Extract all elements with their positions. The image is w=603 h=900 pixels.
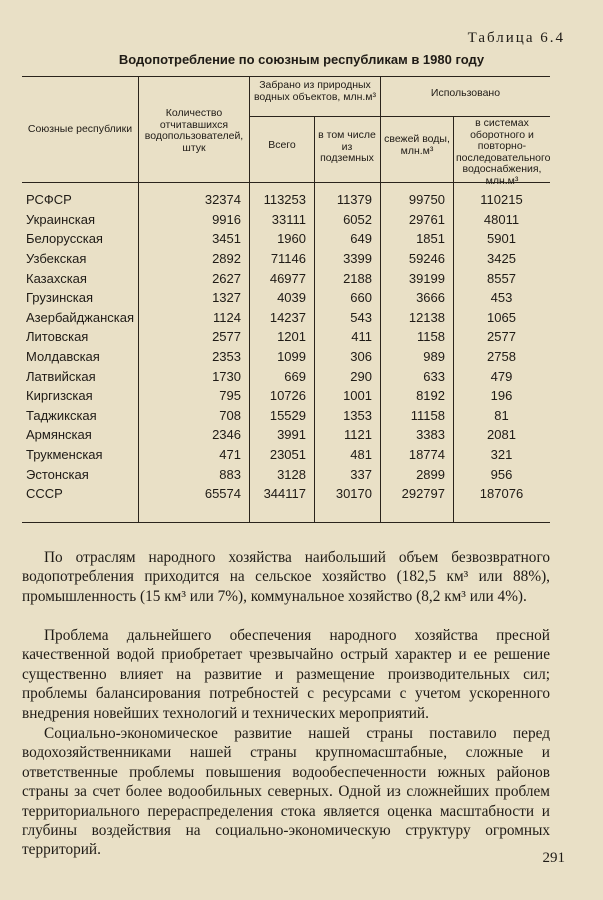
cell-used-fresh: 11158 bbox=[410, 407, 445, 423]
header-republics: Союзные республики bbox=[27, 123, 133, 135]
cell-used-fresh: 1851 bbox=[416, 231, 445, 247]
cell-withdrawn-total: 3128 bbox=[277, 466, 306, 482]
cell-withdrawn-underground: 11379 bbox=[336, 192, 372, 208]
cell-used-fresh: 8192 bbox=[416, 388, 445, 404]
cell-count: 2627 bbox=[212, 270, 241, 286]
cell-used-recycled: 2081 bbox=[487, 427, 516, 443]
cell-used-fresh: 3383 bbox=[416, 427, 445, 443]
cell-used-fresh: 18774 bbox=[408, 447, 445, 463]
row-republic-name: СССР bbox=[26, 486, 63, 502]
page-number: 291 bbox=[542, 850, 565, 866]
table-row bbox=[22, 229, 550, 249]
cell-withdrawn-underground: 411 bbox=[351, 329, 372, 345]
cell-used-recycled: 110215 bbox=[480, 192, 523, 208]
row-republic-name: Литовская bbox=[26, 329, 89, 345]
cell-withdrawn-underground: 306 bbox=[350, 349, 372, 365]
row-republic-name: Грузинская bbox=[26, 290, 94, 306]
row-republic-name: Эстонская bbox=[26, 466, 89, 482]
table-bottom-rule bbox=[22, 522, 550, 523]
cell-used-recycled: 956 bbox=[490, 466, 513, 482]
cell-count: 2353 bbox=[212, 349, 241, 365]
cell-used-recycled: 187076 bbox=[479, 486, 524, 502]
cell-withdrawn-underground: 1353 bbox=[343, 407, 372, 423]
cell-used-fresh: 989 bbox=[423, 349, 445, 365]
cell-used-recycled: 2758 bbox=[487, 349, 516, 365]
header-count: Количество отчитавшихся водопользователей, штук bbox=[144, 107, 244, 154]
row-republic-name: Молдавская bbox=[26, 349, 100, 365]
cell-used-recycled: 81 bbox=[494, 407, 509, 423]
header-withdrawn: Забрано из природных водных объектов, млн.м³ bbox=[253, 79, 377, 103]
cell-used-recycled: 3425 bbox=[487, 251, 516, 267]
table-row bbox=[22, 249, 550, 269]
cell-used-fresh: 29761 bbox=[408, 211, 445, 227]
cell-count: 1327 bbox=[212, 290, 241, 306]
cell-count: 2577 bbox=[212, 329, 241, 345]
cell-withdrawn-underground: 1121 bbox=[344, 427, 372, 443]
cell-withdrawn-total: 113253 bbox=[263, 192, 306, 208]
cell-withdrawn-total: 1960 bbox=[277, 231, 306, 247]
cell-withdrawn-underground: 1001 bbox=[343, 388, 372, 404]
cell-withdrawn-total: 71146 bbox=[270, 251, 306, 267]
cell-withdrawn-underground: 2188 bbox=[343, 270, 372, 286]
cell-withdrawn-underground: 649 bbox=[350, 231, 372, 247]
cell-used-fresh: 99750 bbox=[408, 192, 445, 208]
cell-used-fresh: 3666 bbox=[416, 290, 445, 306]
paragraph-2: Проблема дальнейшего обеспечения народного хозяйства пресной качественной водой приобретает чрезвычайно острый характер и ее решение существенно влияет на развитие и размещение производительных сил; проблемы балансирования потребностей с ресурсами с учетом ускоренного внедрения новейших технологий и технических мероприятий. bbox=[22, 627, 550, 722]
cell-count: 2346 bbox=[212, 427, 241, 443]
cell-used-recycled: 196 bbox=[490, 388, 513, 404]
table-row bbox=[22, 210, 550, 230]
cell-withdrawn-total: 1201 bbox=[277, 329, 306, 345]
cell-count: 1730 bbox=[212, 368, 241, 384]
header-withdrawn-underground: в том числе из подземных bbox=[318, 129, 376, 164]
cell-withdrawn-underground: 337 bbox=[350, 466, 372, 482]
cell-used-fresh: 2899 bbox=[416, 466, 445, 482]
cell-used-fresh: 1158 bbox=[417, 329, 445, 345]
paragraph-3: Социально-экономическое развитие нашей страны поставило перед водохозяйственниками нашей страны крупномасштабные, сложные и ответственные проблемы повышения водообеспеченности южных районов страны за счет более водообильных северных. Одной из сложнейших проблем территориального перераспределения стока является оценка масштабности и глубины воздействия на социально-экономическую структуру огромных территорий. bbox=[22, 725, 550, 859]
cell-withdrawn-total: 14237 bbox=[269, 309, 306, 325]
cell-withdrawn-underground: 481 bbox=[350, 447, 372, 463]
cell-used-recycled: 48011 bbox=[483, 211, 520, 227]
cell-count: 65574 bbox=[204, 486, 241, 502]
table-title: Водопотребление по союзным республикам в 1980 году bbox=[118, 52, 485, 67]
cell-withdrawn-underground: 6052 bbox=[343, 211, 372, 227]
table-row bbox=[22, 464, 550, 484]
table-row bbox=[22, 288, 550, 308]
cell-used-recycled: 1065 bbox=[487, 309, 516, 325]
table-top-rule bbox=[22, 76, 550, 77]
table-row bbox=[22, 347, 550, 367]
header-used: Использовано bbox=[430, 87, 501, 99]
header-used-recycled: в системах оборотного и повторно-последовательного водоснабжения, млн.м³ bbox=[456, 117, 551, 187]
table-row bbox=[22, 268, 550, 288]
cell-used-fresh: 292797 bbox=[401, 486, 445, 502]
cell-withdrawn-total: 669 bbox=[284, 368, 306, 384]
table-row bbox=[22, 386, 550, 406]
cell-used-recycled: 5901 bbox=[487, 231, 516, 247]
paragraph-1: По отраслям народного хозяйства наибольший объем безвозвратного водопотребления приходится на сельское хозяйство (182,5 км³ или 88%), промышленность (15 км³ или 7%), коммунальное хозяйство (8,2 км³ или 4%). bbox=[22, 549, 550, 605]
cell-used-fresh: 633 bbox=[423, 368, 445, 384]
cell-withdrawn-total: 46977 bbox=[269, 270, 306, 286]
row-republic-name: Киргизская bbox=[26, 388, 93, 404]
table-row bbox=[22, 484, 550, 504]
cell-used-recycled: 453 bbox=[490, 290, 513, 306]
row-republic-name: Трукменская bbox=[26, 447, 103, 463]
cell-withdrawn-total: 33111 bbox=[271, 211, 306, 227]
table-number: Таблица 6.4 bbox=[467, 30, 565, 46]
cell-withdrawn-underground: 3399 bbox=[343, 251, 372, 267]
cell-count: 795 bbox=[219, 388, 241, 404]
cell-withdrawn-total: 1099 bbox=[277, 349, 306, 365]
table-row bbox=[22, 445, 550, 465]
row-republic-name: Азербайджанская bbox=[26, 309, 135, 325]
table-row bbox=[22, 425, 550, 445]
cell-count: 9916 bbox=[212, 211, 241, 227]
table-row bbox=[22, 190, 550, 210]
row-republic-name: РСФСР bbox=[26, 192, 72, 208]
header-used-fresh: свежей воды, млн.м³ bbox=[384, 133, 450, 157]
cell-used-fresh: 59246 bbox=[408, 251, 445, 267]
cell-count: 708 bbox=[219, 407, 241, 423]
table-row bbox=[22, 308, 550, 328]
cell-withdrawn-underground: 30170 bbox=[335, 486, 372, 502]
row-republic-name: Казахская bbox=[26, 270, 87, 286]
cell-used-recycled: 2577 bbox=[487, 329, 516, 345]
row-republic-name: Узбекская bbox=[26, 251, 87, 267]
row-republic-name: Таджикская bbox=[26, 407, 97, 423]
table-row bbox=[22, 406, 550, 426]
cell-count: 32374 bbox=[204, 192, 241, 208]
water-consumption-table bbox=[22, 190, 550, 504]
cell-count: 883 bbox=[219, 466, 241, 482]
cell-count: 1124 bbox=[213, 309, 241, 325]
cell-count: 2892 bbox=[212, 251, 241, 267]
cell-count: 3451 bbox=[212, 231, 241, 247]
header-withdrawn-total: Всего bbox=[268, 139, 296, 151]
row-republic-name: Белорусская bbox=[26, 231, 103, 247]
cell-withdrawn-total: 10726 bbox=[269, 388, 306, 404]
row-republic-name: Латвийская bbox=[26, 368, 96, 384]
cell-withdrawn-underground: 660 bbox=[350, 290, 372, 306]
cell-withdrawn-total: 4039 bbox=[277, 290, 306, 306]
cell-used-recycled: 8557 bbox=[487, 270, 516, 286]
cell-count: 471 bbox=[219, 447, 241, 463]
cell-used-fresh: 39199 bbox=[408, 270, 445, 286]
table-row bbox=[22, 327, 550, 347]
table-row bbox=[22, 366, 550, 386]
cell-withdrawn-underground: 543 bbox=[350, 309, 372, 325]
cell-used-recycled: 321 bbox=[490, 447, 513, 463]
cell-used-recycled: 479 bbox=[490, 368, 513, 384]
row-republic-name: Армянская bbox=[26, 427, 92, 443]
cell-used-fresh: 12138 bbox=[408, 309, 445, 325]
cell-withdrawn-total: 344117 bbox=[263, 486, 306, 502]
row-republic-name: Украинская bbox=[26, 211, 96, 227]
cell-withdrawn-total: 3991 bbox=[277, 427, 306, 443]
cell-withdrawn-total: 23051 bbox=[269, 447, 306, 463]
cell-withdrawn-underground: 290 bbox=[350, 368, 372, 384]
cell-withdrawn-total: 15529 bbox=[269, 407, 306, 423]
